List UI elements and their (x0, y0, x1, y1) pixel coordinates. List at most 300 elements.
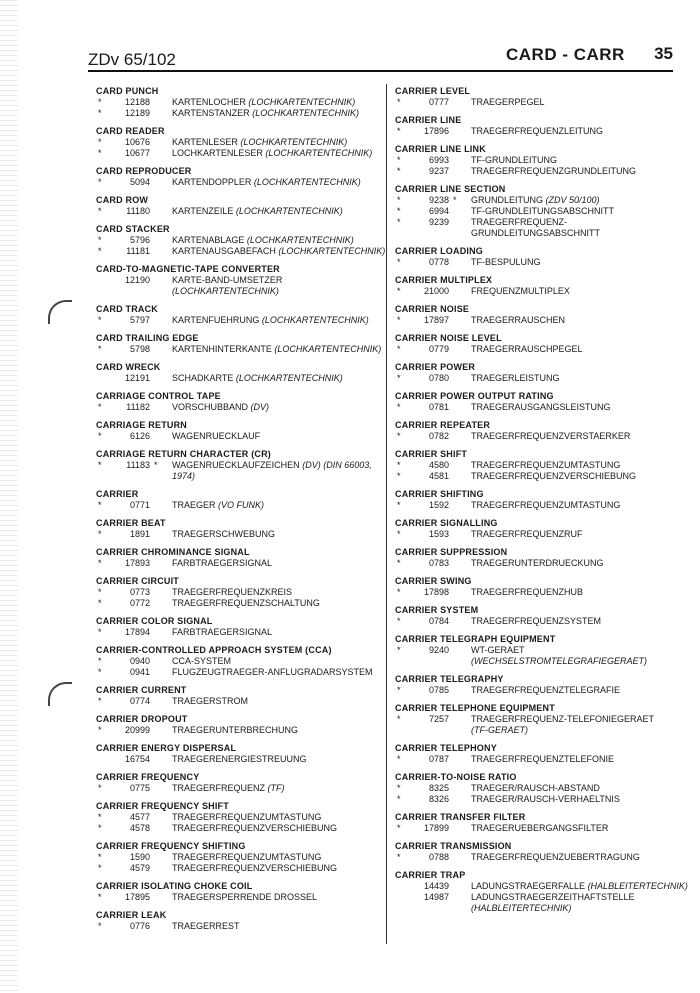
translation-line (395, 228, 685, 239)
standard-marker: * (397, 460, 401, 470)
term-number: 4578 (129, 823, 150, 833)
subject-tag: (LOCHKARTENTECHNIK) (246, 235, 354, 245)
subject-tag: (VO FUNK) (218, 500, 265, 510)
translation-line (395, 206, 685, 217)
equivalent-text: TRAEGERFREQUENZGRUNDLEITUNG (471, 166, 637, 176)
standard-marker: * (397, 685, 401, 695)
translation-line (395, 558, 685, 569)
equivalent-text: TRAEGERFREQUENZSCHALTUNG (172, 598, 320, 608)
term-number: 4579 (129, 863, 150, 873)
translation-line (96, 235, 386, 246)
subject-tag: (LOCHKARTENTECHNIK) (172, 286, 279, 296)
translation-line (395, 286, 685, 297)
term-number: 17898 (423, 587, 449, 597)
entry-term: CARRIER SIGNALLING (395, 518, 498, 528)
entry-term: CARD PUNCH (96, 86, 159, 96)
translation-line (96, 315, 386, 326)
translation-line (96, 286, 386, 297)
equivalent-text: TRAEGERFREQUENZ-TELEFONIEGERAET (471, 714, 655, 724)
translation-line (96, 921, 386, 932)
dictionary-entry (395, 449, 685, 482)
german-equivalent (471, 852, 640, 863)
entry-term: CARD REPRODUCER (96, 166, 192, 176)
term-number: 6994 (428, 206, 449, 216)
dictionary-entry (96, 685, 386, 707)
equivalent-text: TRAEGERSTROM (172, 696, 249, 706)
standard-marker: * (397, 794, 401, 804)
dictionary-entry (96, 743, 386, 765)
translation-line (395, 315, 685, 326)
german-equivalent (172, 558, 272, 569)
term-number: 1593 (428, 529, 449, 539)
entry-term: CARRIER FREQUENCY (96, 772, 200, 782)
german-equivalent (471, 431, 630, 442)
german-equivalent (471, 402, 611, 413)
entry-term: CARRIER COLOR SIGNAL (96, 616, 213, 626)
german-equivalent (471, 903, 571, 914)
german-equivalent (172, 235, 354, 246)
dictionary-entry (96, 333, 386, 355)
equivalent-text: TRAEGERUEBERGANGSFILTER (471, 823, 609, 833)
german-equivalent (172, 754, 307, 765)
german-equivalent (471, 195, 600, 206)
translation-line (96, 246, 386, 257)
term-number: 0779 (428, 344, 449, 354)
translation-line (395, 500, 685, 511)
dictionary-entry (96, 910, 386, 932)
equivalent-text: KARTENDOPPLER (172, 177, 252, 187)
german-equivalent (471, 155, 557, 166)
term-number: 17897 (423, 315, 449, 325)
german-equivalent (471, 529, 583, 540)
german-equivalent (471, 892, 635, 903)
translation-line (395, 852, 685, 863)
translation-line (96, 177, 386, 188)
standard-marker: * (98, 177, 102, 187)
equivalent-text: TRAEGERFREQUENZTELEFONIE (471, 754, 615, 764)
standard-marker: * (98, 823, 102, 833)
german-equivalent (471, 794, 620, 805)
term-number: 20999 (124, 725, 150, 735)
standard-marker: * (98, 206, 102, 216)
entry-term: CARRIER LINE (395, 115, 462, 125)
german-equivalent (471, 783, 600, 794)
equivalent-text: TRAEGERRAUSCHPEGEL (471, 344, 583, 354)
standard-marker: * (397, 529, 401, 539)
entry-term: CARRIER-CONTROLLED APPROACH SYSTEM (CCA) (96, 645, 332, 655)
translation-line (395, 195, 685, 206)
equivalent-text: TRAEGERSCHWEBUNG (172, 529, 276, 539)
dictionary-entry (395, 547, 685, 569)
term-number: 0775 (129, 783, 150, 793)
standard-marker: * (98, 598, 102, 608)
dictionary-entry (395, 115, 685, 137)
equivalent-text: KARTENHINTERKANTE (172, 344, 272, 354)
german-equivalent (471, 823, 608, 834)
equivalent-text: WAGENRUECKLAUFZEICHEN (172, 460, 300, 470)
subject-tag: (HALBLEITERTECHNIK) (587, 881, 688, 891)
equivalent-text: TF-BESPULUNG (471, 257, 541, 267)
term-number: 17894 (124, 627, 150, 637)
translation-line (96, 148, 386, 159)
entry-term: CARRIER BEAT (96, 518, 166, 528)
translation-line (395, 823, 685, 834)
term-number: 0784 (428, 616, 449, 626)
equivalent-text: TRAEGERFREQUENZUEBERTRAGUNG (471, 852, 640, 862)
page-number: 35 (654, 44, 673, 63)
subject-tag: (TF-GERAET) (471, 725, 528, 735)
german-equivalent (172, 148, 372, 159)
entry-term: CARRIER POWER (395, 362, 476, 372)
subject-tag: (LOCHKARTENTECHNIK) (235, 373, 343, 383)
translation-line (395, 217, 685, 228)
subject-tag: (LOCHKARTENTECHNIK) (278, 246, 386, 256)
subject-tag: 1974) (172, 471, 196, 481)
section-range: CARD - CARR (506, 45, 625, 64)
entry-term: CARRIER CIRCUIT (96, 576, 179, 586)
document-id: ZDv 65/102 (88, 50, 176, 69)
standard-marker: * (98, 587, 102, 597)
entry-term: CARRIER CHROMINANCE SIGNAL (96, 547, 250, 557)
translation-line (96, 725, 386, 736)
term-number: 7257 (428, 714, 449, 724)
translation-line (96, 97, 386, 108)
dictionary-entry (96, 772, 386, 794)
dictionary-entry (395, 246, 685, 268)
equivalent-text: TRAEGERFREQUENZVERSCHIEBUNG (471, 471, 637, 481)
entry-term: CARRIER ENERGY DISPERSAL (96, 743, 237, 753)
equivalent-text: KARTENLESER (172, 137, 238, 147)
standard-marker: * (397, 402, 401, 412)
german-equivalent (471, 881, 688, 892)
german-equivalent (172, 921, 240, 932)
subject-tag: (HALBLEITERTECHNIK) (471, 903, 572, 913)
german-equivalent (172, 627, 272, 638)
term-number: 12189 (124, 108, 150, 118)
dictionary-entry (96, 576, 386, 609)
translation-line (96, 587, 386, 598)
translation-line (395, 155, 685, 166)
term-number: 9239 (428, 217, 449, 227)
german-equivalent (172, 344, 381, 355)
equivalent-text: KARTENSTANZER (172, 108, 250, 118)
dictionary-entry (395, 518, 685, 540)
dictionary-entry (395, 812, 685, 834)
translation-line (96, 892, 386, 903)
equivalent-text: TRAEGERREST (172, 921, 240, 931)
german-equivalent (471, 645, 525, 656)
standard-marker: * (397, 783, 401, 793)
translation-line (395, 126, 685, 137)
equivalent-text: TRAEGERFREQUENZTELEGRAFIE (471, 685, 621, 695)
standard-marker: * (98, 667, 102, 677)
term-number: 4581 (428, 471, 449, 481)
standard-marker: * (397, 431, 401, 441)
entry-term: CARRIER REPEATER (395, 420, 491, 430)
dictionary-entry (395, 184, 685, 239)
dictionary-entry (395, 703, 685, 736)
translation-line (96, 696, 386, 707)
dictionary-entry (395, 870, 688, 914)
entry-term: CARRIER NOISE (395, 304, 470, 314)
term-number: 11182 (126, 402, 150, 412)
dictionary-entry (96, 166, 386, 188)
german-equivalent (471, 460, 620, 471)
translation-line (395, 166, 685, 177)
german-equivalent (172, 812, 321, 823)
german-equivalent (172, 373, 343, 384)
equivalent-text: TRAEGERFREQUENZ- (471, 217, 568, 227)
dictionary-entry (395, 304, 685, 326)
term-number: 0940 (129, 656, 150, 666)
translation-line (395, 645, 685, 656)
translation-line (395, 431, 685, 442)
translation-line (395, 373, 685, 384)
standard-marker: * (98, 460, 102, 470)
term-number: 11183 (126, 460, 150, 470)
german-equivalent (172, 783, 285, 794)
dictionary-entry (395, 605, 685, 627)
translation-line (96, 500, 386, 511)
term-number: 11180 (126, 206, 150, 216)
entry-term: CARRIER LINE LINK (395, 144, 486, 154)
translation-line (96, 431, 386, 442)
translation-line (395, 754, 685, 765)
german-equivalent (172, 725, 298, 736)
standard-marker: * (397, 714, 401, 724)
dictionary-entry (96, 264, 386, 297)
subject-tag: (LOCHKARTENTECHNIK) (252, 108, 360, 118)
translation-line (96, 812, 386, 823)
equivalent-text: FLUGZEUGTRAEGER-ANFLUGRADARSYSTEM (172, 667, 373, 677)
translation-line (96, 656, 386, 667)
translation-line (395, 587, 685, 598)
standard-marker: * (98, 108, 102, 118)
standard-marker: * (397, 206, 401, 216)
equivalent-text: LADUNGSTRAEGERFALLE (471, 881, 586, 891)
equivalent-text: KARTENFUEHRUNG (172, 315, 260, 325)
translation-line (395, 794, 685, 805)
german-equivalent (471, 344, 583, 355)
dictionary-entry (96, 801, 386, 834)
equivalent-text: KARTENAUSGABEFACH (172, 246, 276, 256)
translation-line (96, 471, 386, 482)
dictionary-entry (96, 645, 386, 678)
term-number: 0774 (129, 696, 150, 706)
dictionary-entry (395, 333, 685, 355)
standard-marker: * (98, 148, 102, 158)
term-number: 0780 (428, 373, 449, 383)
term-number: 1891 (129, 529, 150, 539)
translation-line (96, 137, 386, 148)
equivalent-text: TRAEGERFREQUENZVERSCHIEBUNG (172, 823, 338, 833)
term-number: 16754 (124, 754, 150, 764)
standard-marker: * (98, 558, 102, 568)
term-number: 17893 (124, 558, 150, 568)
entry-term: CARRIER SWING (395, 576, 472, 586)
standard-marker: * (397, 616, 401, 626)
equivalent-text: TRAEGERLEISTUNG (471, 373, 560, 383)
dictionary-entry (395, 743, 685, 765)
dictionary-entry (395, 275, 685, 297)
term-number: 1592 (428, 500, 449, 510)
translation-line (395, 616, 685, 627)
term-number: 21000 (423, 286, 449, 296)
equivalent-text: KARTENABLAGE (172, 235, 245, 245)
entry-term: CARRIER TELEPHONE EQUIPMENT (395, 703, 555, 713)
german-equivalent (172, 892, 317, 903)
term-number: 12190 (124, 275, 150, 285)
term-number: 6126 (129, 431, 150, 441)
term-number: 9240 (428, 645, 449, 655)
dictionary-entry (395, 674, 685, 696)
term-number: 12191 (124, 373, 150, 383)
dictionary-entry (395, 144, 685, 177)
equivalent-text: CCA-SYSTEM (172, 656, 232, 666)
entry-term: CARRIER TRAP (395, 870, 466, 880)
subject-tag: (DV) (DIN 66003, (302, 460, 372, 470)
translation-line (96, 627, 386, 638)
equivalent-text: TRAEGERFREQUENZKREIS (172, 587, 293, 597)
right-column (395, 86, 688, 921)
term-number: 1590 (129, 852, 150, 862)
equivalent-text: KARTENZEILE (172, 206, 234, 216)
german-equivalent (172, 431, 260, 442)
translation-line (395, 529, 685, 540)
column-divider (386, 84, 387, 944)
entry-term: CARRIER TELEGRAPHY (395, 674, 504, 684)
entry-term: CARD STACKER (96, 224, 170, 234)
standard-marker: * (98, 431, 102, 441)
standard-marker: * (397, 373, 401, 383)
german-equivalent (471, 500, 620, 511)
dictionary-entry (96, 126, 386, 159)
german-equivalent (172, 500, 264, 511)
standard-marker: * (397, 645, 401, 655)
equivalent-text: TF-GRUNDLEITUNG (471, 155, 557, 165)
dictionary-entry (96, 391, 386, 413)
entry-term: CARRIER TRANSFER FILTER (395, 812, 526, 822)
term-number: 17895 (124, 892, 150, 902)
standard-marker: * (397, 286, 401, 296)
standard-marker: * (98, 783, 102, 793)
german-equivalent (471, 126, 603, 137)
german-equivalent (471, 714, 654, 725)
dictionary-entry (395, 86, 685, 108)
german-equivalent (471, 587, 583, 598)
equivalent-text: GRUNDLEITUNG (471, 195, 544, 205)
german-equivalent (471, 373, 560, 384)
entry-term: CARD TRACK (96, 304, 158, 314)
entry-term: CARRIER CURRENT (96, 685, 187, 695)
term-number: 9237 (428, 166, 449, 176)
standard-marker: * (397, 754, 401, 764)
term-number: 14987 (423, 892, 449, 902)
translation-line (96, 852, 386, 863)
entry-term: CARRIER (96, 489, 139, 499)
equivalent-text: TF-GRUNDLEITUNGSABSCHNITT (471, 206, 615, 216)
entry-term: CARRIER ISOLATING CHOKE COIL (96, 881, 253, 891)
preferred-marker: * (453, 195, 457, 205)
entry-term: CARRIER TRANSMISSION (395, 841, 512, 851)
subject-tag: (TF) (267, 783, 285, 793)
entry-term: CARRIAGE RETURN CHARACTER (CR) (96, 449, 271, 459)
entry-term: CARRIER-TO-NOISE RATIO (395, 772, 517, 782)
entry-term: CARRIER LINE SECTION (395, 184, 506, 194)
term-number: 11181 (126, 246, 150, 256)
term-number: 9238 (428, 195, 449, 205)
subject-tag: (LOCHKARTENTECHNIK) (261, 315, 369, 325)
entry-term: CARRIER TELEPHONY (395, 743, 497, 753)
german-equivalent (172, 656, 231, 667)
standard-marker: * (98, 137, 102, 147)
equivalent-text: KARTE-BAND-UMSETZER (172, 275, 283, 285)
subject-tag: (WECHSELSTROMTELEGRAFIEGERAET) (471, 656, 648, 666)
subject-tag: (LOCHKARTENTECHNIK) (235, 206, 343, 216)
equivalent-text: TRAEGERENERGIESTREUUNG (172, 754, 307, 764)
term-number: 0941 (129, 667, 150, 677)
standard-marker: * (397, 823, 401, 833)
equivalent-text: TRAEGERFREQUENZ (172, 783, 266, 793)
german-equivalent (172, 286, 279, 297)
dictionary-entry (395, 634, 685, 667)
equivalent-text: WT-GERAET (471, 645, 525, 655)
entry-term: CARRIER LEVEL (395, 86, 471, 96)
german-equivalent (471, 217, 567, 228)
standard-marker: * (98, 696, 102, 706)
german-equivalent (471, 558, 604, 569)
translation-line (395, 656, 685, 667)
dictionary-entry (395, 489, 685, 511)
german-equivalent (172, 137, 347, 148)
term-number: 0778 (428, 257, 449, 267)
standard-marker: * (98, 235, 102, 245)
equivalent-text: TRAEGER/RAUSCH-VERHAELTNIS (471, 794, 620, 804)
standard-marker: * (397, 587, 401, 597)
german-equivalent (172, 667, 373, 678)
equivalent-text: TRAEGERFREQUENZUMTASTUNG (172, 812, 322, 822)
german-equivalent (471, 725, 528, 736)
term-number: 4577 (129, 812, 150, 822)
german-equivalent (471, 656, 647, 667)
term-number: 0771 (129, 500, 150, 510)
translation-line (96, 402, 386, 413)
german-equivalent (172, 852, 321, 863)
equivalent-text: VORSCHUBBAND (172, 402, 249, 412)
translation-line (96, 373, 386, 384)
standard-marker: * (98, 315, 102, 325)
dictionary-entry (395, 420, 685, 442)
german-equivalent (471, 166, 636, 177)
equivalent-text: TRAEGERRAUSCHEN (471, 315, 566, 325)
translation-line (96, 754, 386, 765)
entry-term: CARD READER (96, 126, 165, 136)
term-number: 8326 (428, 794, 449, 804)
term-number: 12188 (124, 97, 150, 107)
entry-term: CARRIER FREQUENCY SHIFT (96, 801, 229, 811)
standard-marker: * (397, 558, 401, 568)
entry-term: CARRIER SUPPRESSION (395, 547, 508, 557)
dictionary-entry (96, 362, 386, 384)
translation-line (395, 471, 685, 482)
binder-mark-upper (48, 300, 72, 324)
equivalent-text: LADUNGSTRAEGERZEITHAFTSTELLE (471, 892, 635, 902)
translation-line (395, 881, 688, 892)
entry-term: CARRIER NOISE LEVEL (395, 333, 502, 343)
subject-tag: (DV) (250, 402, 270, 412)
german-equivalent (172, 97, 355, 108)
term-number: 17899 (423, 823, 449, 833)
